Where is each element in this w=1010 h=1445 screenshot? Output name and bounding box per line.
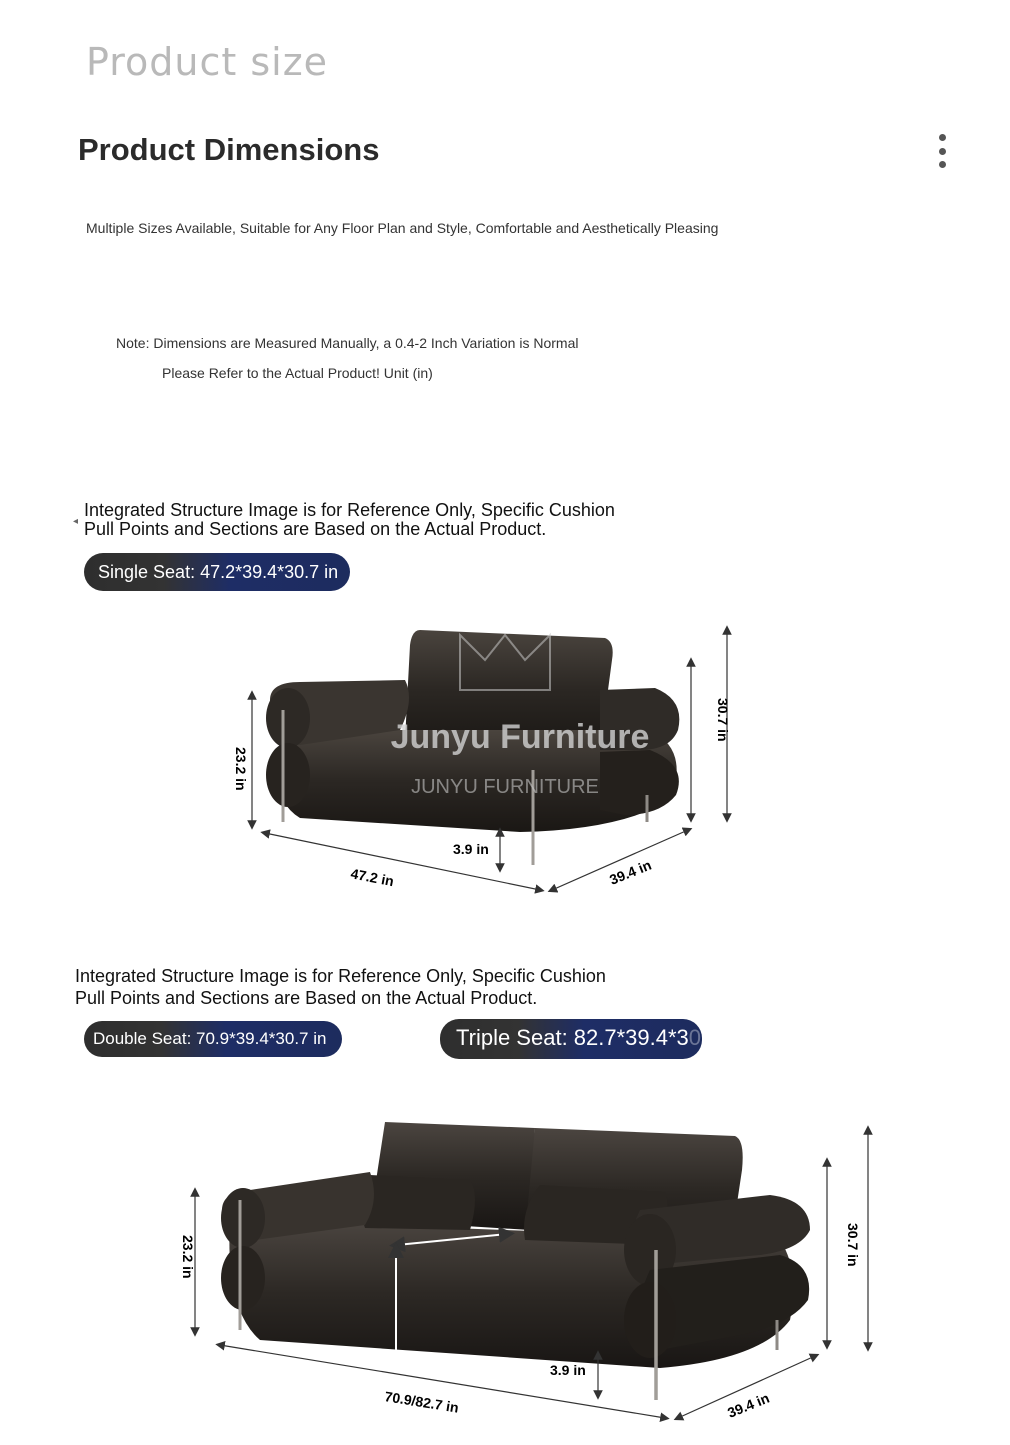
multi-disclaimer xyxy=(75,965,715,1009)
section-label: Product size xyxy=(86,40,329,84)
subtitle: Multiple Sizes Available, Suitable for Any Floor Plan and Style, Comfortable and Aesthetically Pleasing xyxy=(86,220,719,236)
multi-disclaimer-line2: Pull Points and Sections are Based on the Actual Product. xyxy=(75,988,538,1008)
multi-disclaimer-line1: Integrated Structure Image is for Reference Only, Specific Cushion xyxy=(75,966,606,986)
single-total-height-label: 30.7 in xyxy=(715,698,731,742)
double-seat-badge: Double Seat: 70.9*39.4*30.7 in xyxy=(84,1021,342,1057)
multi-sofa-diagram xyxy=(0,1100,1010,1445)
unit-note: Please Refer to the Actual Product! Unit (in) xyxy=(162,365,433,381)
multi-sofa-image xyxy=(221,1122,810,1400)
single-depth-label: 39.4 in xyxy=(607,856,654,888)
width-line xyxy=(265,833,540,890)
triple-seat-badge xyxy=(440,1019,743,1059)
multi-arm-height-label: 23.2 in xyxy=(180,1235,196,1279)
bullet-icon: ◂ xyxy=(73,516,79,527)
single-disclaimer xyxy=(84,501,684,539)
multi-total-height-label: 30.7 in xyxy=(845,1223,861,1267)
multi-leg-height-label: 3.9 in xyxy=(550,1362,586,1378)
triple-seat-badge-text: Triple Seat: 82.7*39.4*3 xyxy=(456,1025,689,1050)
watermark-subtext: JUNYU FURNITURE xyxy=(411,776,599,798)
measurement-note: Note: Dimensions are Measured Manually, a 0.4-2 Inch Variation is Normal xyxy=(116,335,579,351)
watermark-text: Junyu Furniture xyxy=(390,718,650,756)
single-disclaimer-line1: Integrated Structure Image is for Reference Only, Specific Cushion xyxy=(84,500,615,520)
single-seat-badge: Single Seat: 47.2*39.4*30.7 in xyxy=(84,553,350,591)
page-title: Product Dimensions xyxy=(78,132,380,167)
single-arm-height-label: 23.2 in xyxy=(233,747,249,791)
triple-seat-badge-fade: 0.7 in xyxy=(688,1025,743,1050)
multi-width-label: 70.9/82.7 in xyxy=(383,1388,460,1416)
more-vertical-icon[interactable] xyxy=(932,134,952,168)
single-sofa-diagram xyxy=(0,600,1010,930)
single-leg-height-label: 3.9 in xyxy=(453,841,489,857)
single-width-label: 47.2 in xyxy=(349,865,396,890)
multi-depth-label: 39.4 in xyxy=(725,1389,772,1421)
single-disclaimer-line2: Pull Points and Sections are Based on the Actual Product. xyxy=(84,519,547,539)
